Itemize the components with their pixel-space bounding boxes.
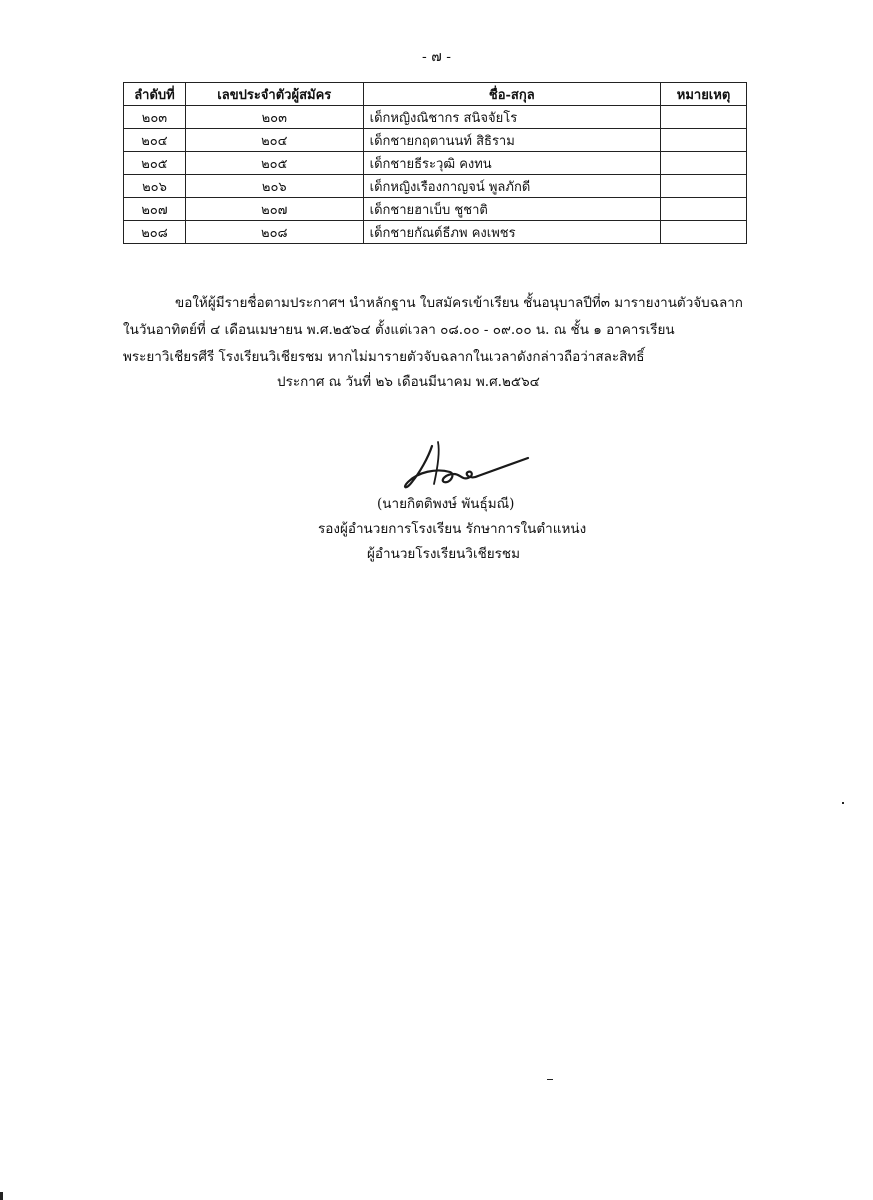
table-row <box>124 198 747 221</box>
row-applicant-id: ๒๐๕ <box>185 152 363 175</box>
row-name: เด็กชายธีระวุฒิ คงทน <box>363 152 660 175</box>
row-name: เด็กชายฮาเบ็บ ชูชาติ <box>363 198 660 221</box>
roster-table <box>123 82 747 244</box>
row-applicant-id: ๒๐๗ <box>185 198 363 221</box>
scan-speck <box>0 1192 3 1200</box>
table-row <box>124 129 747 152</box>
row-name: เด็กหญิงเรืองกาญจน์ พูลภักดี <box>363 175 660 198</box>
header-applicant-id: เลขประจำตัวผู้สมัคร <box>185 83 363 106</box>
row-order: ๒๐๗ <box>124 198 186 221</box>
row-remarks <box>661 198 747 221</box>
row-applicant-id: ๒๐๓ <box>185 106 363 129</box>
row-name: เด็กชายกัณต์ธีภพ คงเพชร <box>363 221 660 244</box>
row-applicant-id: ๒๐๘ <box>185 221 363 244</box>
row-remarks <box>661 152 747 175</box>
header-remarks: หมายเหตุ <box>661 83 747 106</box>
table-row <box>124 152 747 175</box>
notice-paragraph <box>123 290 753 371</box>
notice-line-3: พระยาวิเชียรศีรี โรงเรียนวิเชียรชม หากไม่มารายตัวจับฉลากในเวลาดังกล่าวถือว่าสละสิทธิ์ <box>123 349 645 365</box>
row-order: ๒๐๔ <box>124 129 186 152</box>
row-remarks <box>661 129 747 152</box>
signature-block <box>300 492 640 567</box>
row-name: เด็กหญิงณิชากร สนิจจัยโร <box>363 106 660 129</box>
row-order: ๒๐๘ <box>124 221 186 244</box>
table-row <box>124 221 747 244</box>
row-applicant-id: ๒๐๖ <box>185 175 363 198</box>
signatory-position-1: รองผู้อำนวยการโรงเรียน รักษาการในตำแหน่ง <box>318 521 587 537</box>
row-applicant-id: ๒๐๔ <box>185 129 363 152</box>
signatory-position-2: ผู้อำนวยโรงเรียนวิเชียรชม <box>367 546 520 562</box>
roster-table-header <box>124 83 747 106</box>
notice-line-1: ขอให้ผู้มีรายชื่อตามประกาศฯ นำหลักฐาน ใบสมัครเข้าเรียน ชั้นอนุบาลปีที่๓ มารายงานตัวจับฉลาก <box>175 295 743 311</box>
row-name: เด็กชายกฤตานนท์ สิธิราม <box>363 129 660 152</box>
page-number: - ๗ - <box>422 49 451 65</box>
notice-line-2: ในวันอาทิตย์ที่ ๔ เดือนเมษายน พ.ศ.๒๕๖๔ ตั้งแต่เวลา ๐๘.๐๐ - ๐๙.๐๐ น. ณ ชั้น ๑ อาคารเรียน <box>123 322 675 338</box>
table-row <box>124 175 747 198</box>
announcement-date: ประกาศ ณ วันที่ ๒๖ เดือนมีนาคม พ.ศ.๒๕๖๔ <box>277 374 540 390</box>
row-remarks <box>661 106 747 129</box>
header-order: ลำดับที่ <box>124 83 186 106</box>
handwritten-signature <box>398 438 533 496</box>
header-name: ชื่อ-สกุล <box>363 83 660 106</box>
scan-speck <box>842 802 844 804</box>
row-order: ๒๐๖ <box>124 175 186 198</box>
row-order: ๒๐๓ <box>124 106 186 129</box>
scan-speck <box>547 1079 553 1080</box>
row-remarks <box>661 221 747 244</box>
signatory-name: (นายกิตติพงษ์ พันธุ์มณี) <box>377 496 515 512</box>
row-remarks <box>661 175 747 198</box>
row-order: ๒๐๕ <box>124 152 186 175</box>
table-row <box>124 106 747 129</box>
